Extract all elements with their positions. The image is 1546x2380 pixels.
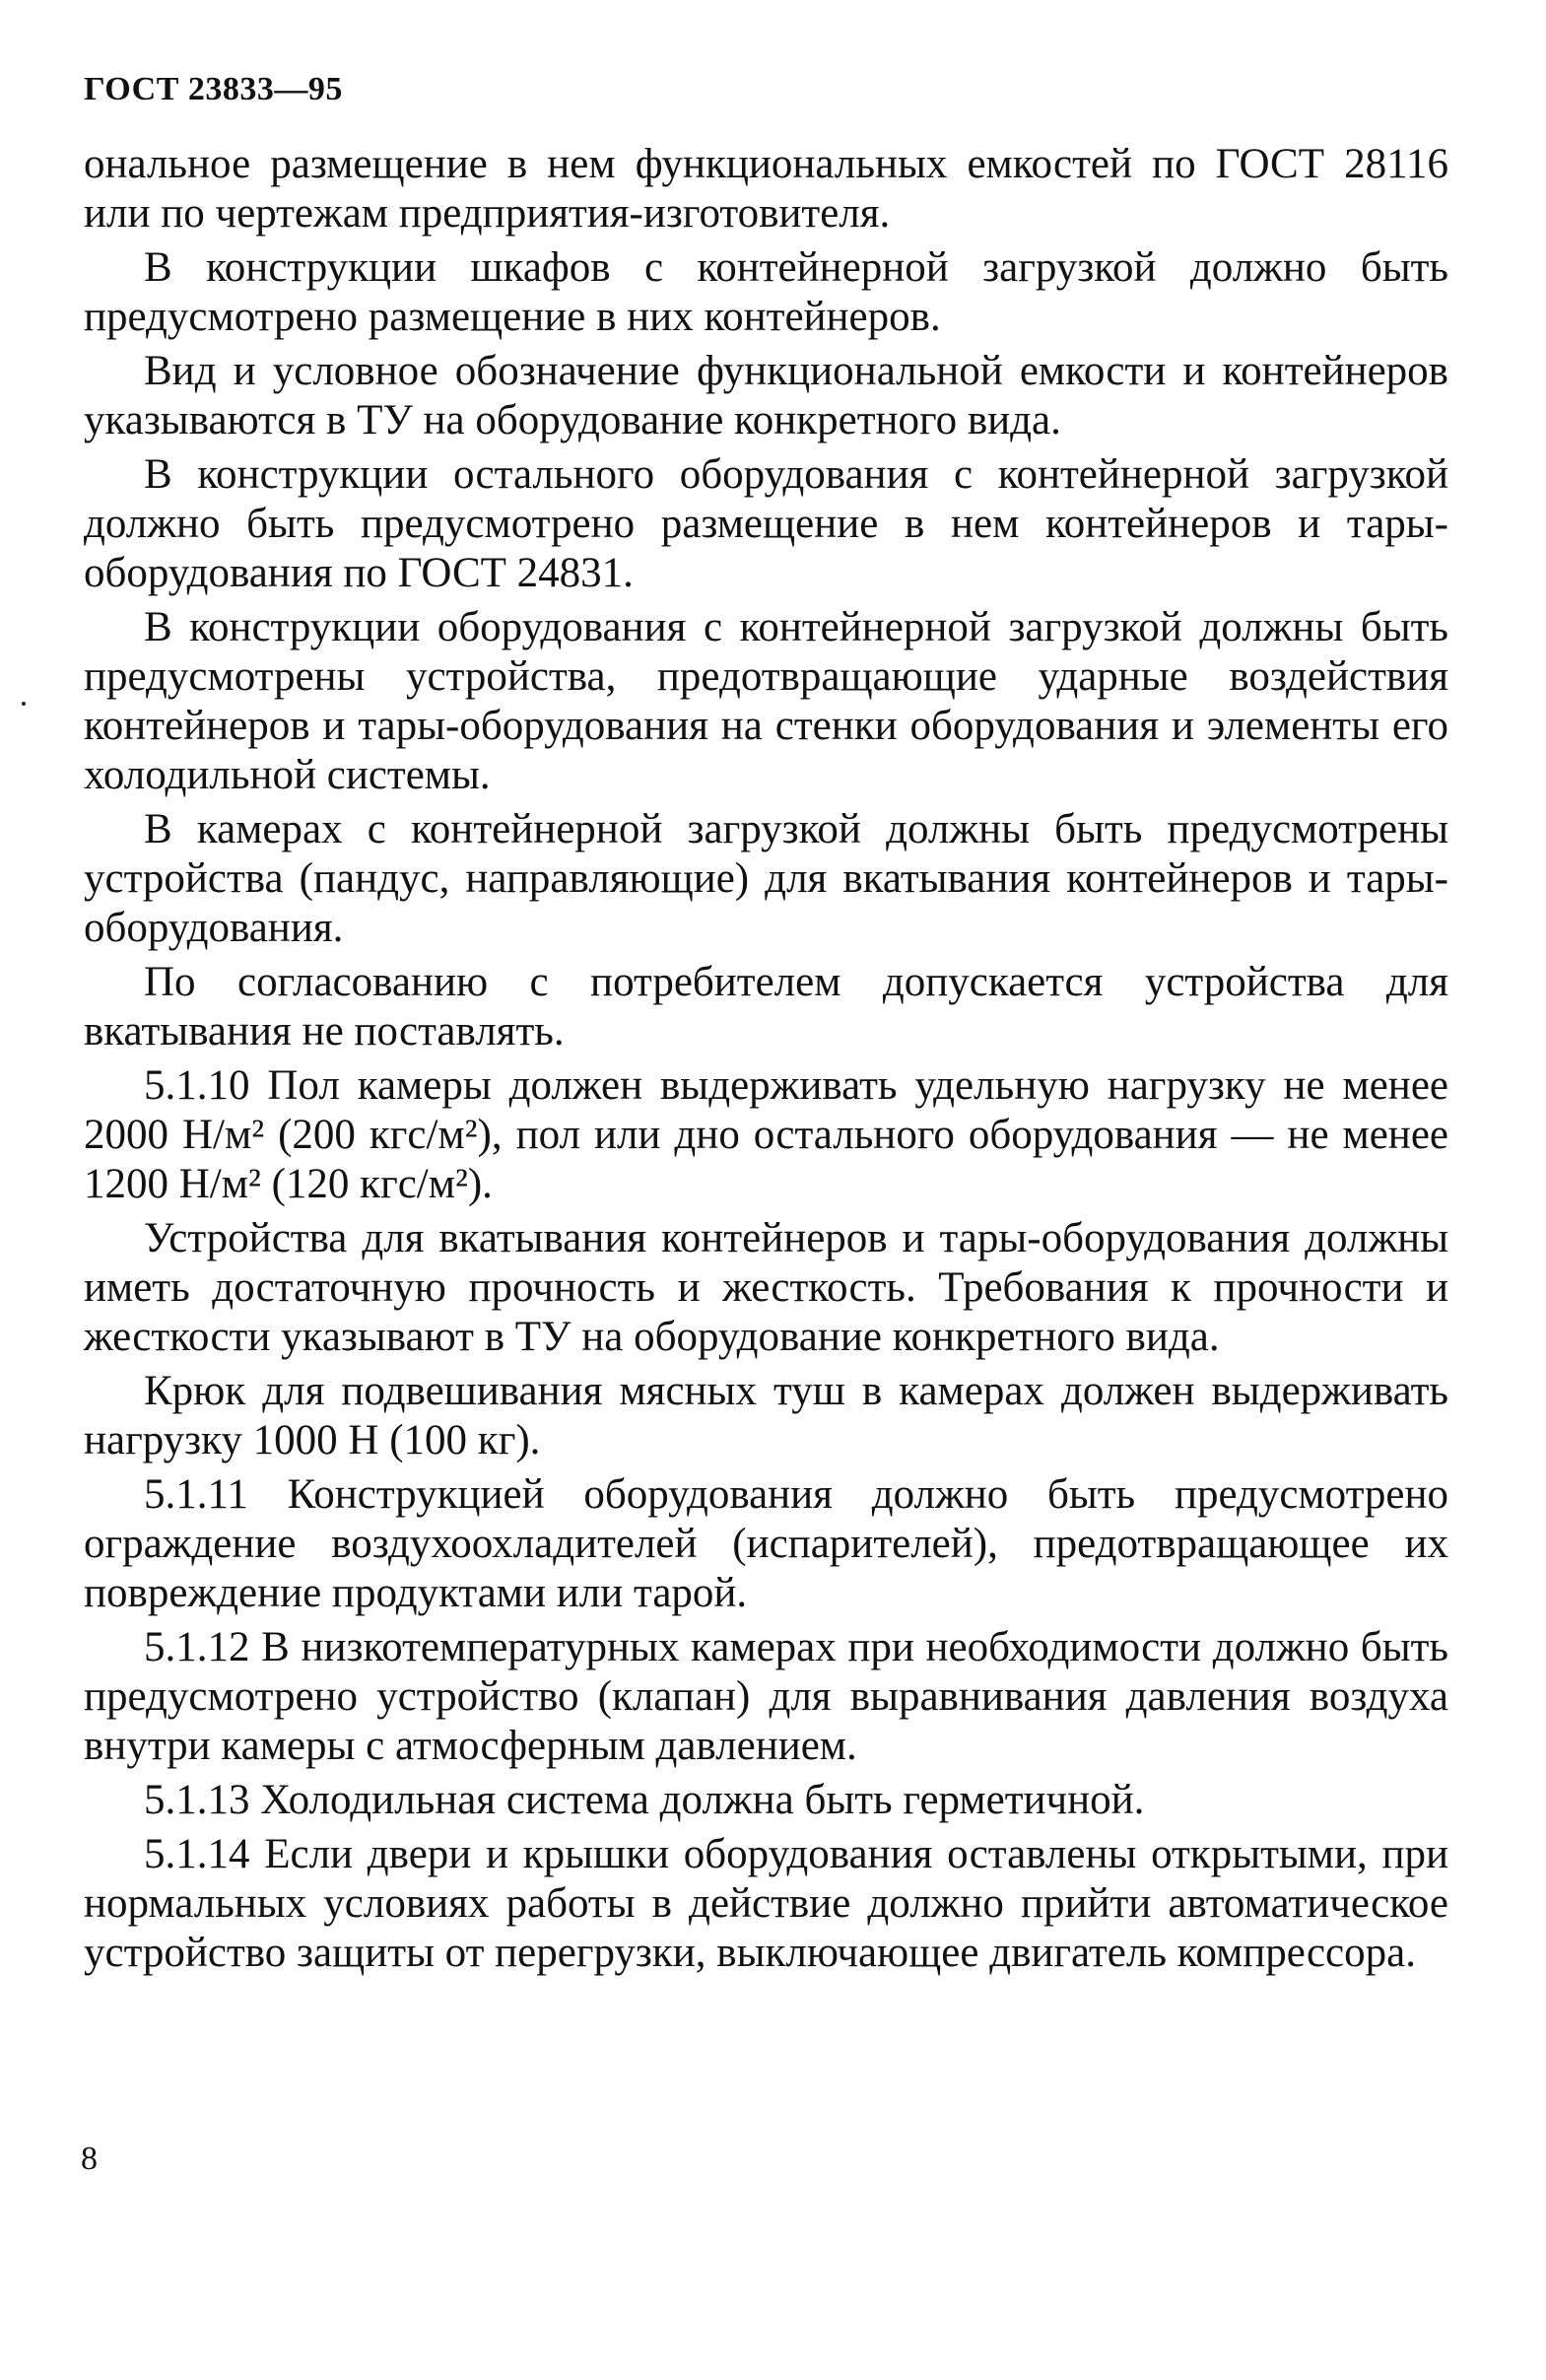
paragraph: По согласованию с потребителем допускается устройства для вкатывания не поставлять.: [84, 959, 1448, 1054]
paragraph: Вид и условное обозначение функциональной емкости и контейнеров указываются в ТУ на оборудование конкретного вида.: [84, 348, 1448, 443]
paragraph: Крюк для подвешивания мясных туш в камерах должен выдерживать нагрузку 1000 Н (100 кг).: [84, 1368, 1448, 1463]
paragraph: Устройства для вкатывания контейнеров и тары-оборудования должны иметь достаточную прочность и жесткость. Требования к прочности и жесткости указывают в ТУ на оборудование конкретного вида.: [84, 1215, 1448, 1360]
page-number: 8: [81, 2141, 98, 2177]
clause-5-1-11: 5.1.11 Конструкцией оборудования должно быть предусмотрено ограждение воздухоохладителей (испарителей), предотвращающее их повреждение продуктами или тарой.: [84, 1471, 1448, 1616]
clause-5-1-13: 5.1.13 Холодильная система должна быть герметичной.: [144, 1777, 1145, 1823]
clause-5-1-12: 5.1.12 В низкотемпературных камерах при необходимости должно быть предусмотрено устройство (клапан) для выравнивания давления воздуха внутри камеры с атмосферным давлением.: [84, 1624, 1448, 1769]
paragraph: В конструкции остального оборудования с контейнерной загрузкой должно быть предусмотрено размещение в нем контейнеров и тары-оборудования по ГОСТ 24831.: [84, 451, 1448, 596]
margin-dot-mark: [22, 702, 26, 706]
paragraph: В конструкции оборудования с контейнерной загрузкой должны быть предусмотрены устройства, предотвращающие ударные воздействия контейнеров и тары-оборудования на стенки оборудования и элементы его холодильной системы.: [84, 604, 1448, 798]
paragraph-continuation: ональное размещение в нем функциональных емкостей по ГОСТ 28116 или по чертежам предприятия-изготовителя.: [84, 141, 1448, 237]
paragraph: В конструкции шкафов с контейнерной загрузкой должно быть предусмотрено размещение в них контейнеров.: [84, 244, 1448, 340]
document-body: [84, 140, 1448, 1983]
clause-5-1-14: 5.1.14 Если двери и крышки оборудования оставлены открытыми, при нормальных условиях работы в действие должно прийти автоматическое устройство защиты от перегрузки, выключающее двигатель компрессора.: [84, 1831, 1448, 1976]
standard-code-header: ГОСТ 23833—95: [84, 71, 343, 107]
clause-5-1-10: 5.1.10 Пол камеры должен выдерживать удельную нагрузку не менее 2000 Н/м² (200 кгс/м²), пол или дно остального оборудования — не менее 1200 Н/м² (120 кгс/м²).: [84, 1062, 1448, 1207]
paragraph: В камерах с контейнерной загрузкой должны быть предусмотрены устройства (пандус, направляющие) для вкатывания контейнеров и тары-оборудования.: [84, 806, 1448, 951]
